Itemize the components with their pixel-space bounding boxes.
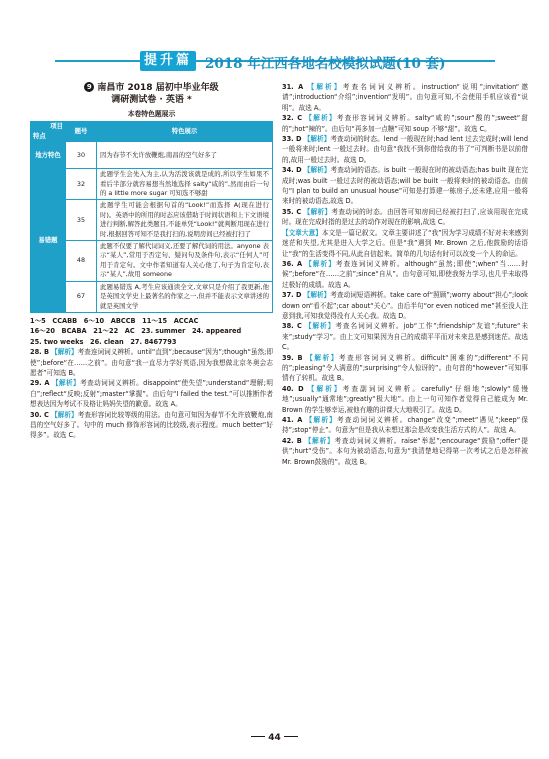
item-num: 39. B xyxy=(282,353,303,362)
explanation-item xyxy=(282,165,528,207)
analysis-tag: 【解析】 xyxy=(303,291,331,300)
explanation-item xyxy=(282,134,528,165)
item-num: 42. B xyxy=(282,436,302,445)
item-text: 考查动词词义辨析。disappoint“使失望”;understand“理解;明白”;reflect“反映;反射”;master“掌握”。由后句“I failed the test.”可以推断作者想表达因为考试不及格让妈妈失望的歉意。故选 A。 xyxy=(30,379,273,409)
item-num: 28. B xyxy=(30,348,50,357)
row-text: 此题易错选 A,考生应该通读全文,文章只是介绍了我更新,他是英国文学史上最著名的作家之一,但并不能表示文章讲述的就是英国文学 xyxy=(97,281,273,312)
item-num: 31. A xyxy=(282,83,304,91)
summary-text: 本文是一篇记叙文。文章主要讲述了“我”因为学习成绩不好对未来感到迷茫和失望,尤其是进入大学之后。但是“我”遇到 Mr. Brown 之后,他鼓励的话语让“我”的生活变得不同,从此自信起来。简单的几句话有时可以改变一个人的命运。 xyxy=(282,228,528,258)
group-label-local: 地方特色 xyxy=(31,142,66,169)
feature-table xyxy=(30,121,273,313)
item-num: 35. C xyxy=(282,207,302,216)
item-text: 考查名词词义辨析。instruction“说明”;invitation“邀请”;introduction“介绍”;invention“发明”。由句意可知,不会使用手机应该看“说明”。故选 A。 xyxy=(282,83,528,112)
table-row xyxy=(31,281,273,312)
table-row xyxy=(31,169,273,200)
feature-section-title: 本卷特色题展示 xyxy=(127,110,176,118)
item-text: 考查动词词义辨析。change“改变”;meet“遇见”;keep“保持”;stop“停止”。句意为“但是我从未想过那会是改变我生活方式的人”。故选 A。 xyxy=(282,416,528,435)
left-column xyxy=(30,82,273,441)
item-text: 考查动词的时态。由回答可知房间已经被打扫了,应该用现在完成时。现在完成时指的是过去的动作对现在的影响,故选 C。 xyxy=(282,207,528,227)
item-text: 考查连词词义辨析。until“直到”;because“因为”;though“虽然;即使”;before“在……之前”。由句意“我一直尽力学好英语,因为我想做北京冬奥会志愿者”可知选 B。 xyxy=(30,348,273,377)
item-text: 考查形容词词义辨析。salty“咸的”;sour“酸的”;sweet“甜的”;hot“辣的”。由后句“再多加一点糖”可知 soup 不够“甜”。故选 C。 xyxy=(282,114,528,133)
analysis-tag: 【解析】 xyxy=(303,207,332,216)
analysis-tag: 【解析】 xyxy=(51,410,78,419)
table-row xyxy=(31,241,273,282)
page-number-text: 44 xyxy=(268,733,281,743)
passage-summary xyxy=(282,228,528,259)
item-num: 30. C xyxy=(30,410,49,419)
explanation-item xyxy=(282,436,528,467)
answer-line: 16～20 BCABA 21～22 AC 23. summer 24. appeared xyxy=(30,327,242,336)
item-num: 32. C xyxy=(282,114,303,123)
table-row xyxy=(31,200,273,241)
right-column xyxy=(282,82,528,467)
exam-title xyxy=(30,82,273,94)
explanation-item xyxy=(282,384,528,415)
section-title: 2018 年江西各地名校模拟试题(10 套) xyxy=(205,56,446,72)
col-header-feature: 特色展示 xyxy=(97,122,273,142)
exam-title-line1: 南昌市 2018 届初中毕业年级 xyxy=(97,83,219,93)
corner-top-label: 项目 xyxy=(50,122,63,131)
item-text: 考查形容词词义辨析。difficult“困难的”;different“不同的”;pleasing“令人满意的”;surprising“令人惊讶的”。由句首的“however”可知事情有了转机。故选 B。 xyxy=(282,353,528,383)
item-text: 考查动词的语态。is built 一般现在时的被动语态;has built 现在完成时;was built 一般过去时的被动语态;will be built 一般将来时的被动语态。由前句“I plan to build an unusual house”可知是打算建一栋房子,还未建,应用一般将来时的被动语态,故选 D。 xyxy=(282,166,529,206)
explanation-item xyxy=(30,378,273,409)
explanation-item xyxy=(282,321,528,352)
corner-bottom-label: 特点 xyxy=(33,131,46,140)
item-num: 40. D xyxy=(282,384,304,393)
answer-key xyxy=(30,316,273,347)
exam-title-line2: 调研测试卷 · 英语 * xyxy=(111,95,192,105)
item-num: 36. A xyxy=(282,259,303,268)
exam-number-badge: 9 xyxy=(84,82,94,92)
page-header xyxy=(0,0,549,92)
analysis-tag: 【解析】 xyxy=(307,384,343,393)
analysis-tag: 【解析】 xyxy=(305,114,337,123)
group-label-errorprone: 易错题 xyxy=(31,169,66,313)
analysis-tag: 【解析】 xyxy=(51,348,78,357)
analysis-tag: 【解析】 xyxy=(303,135,331,144)
summary-tag: 【文章大意】 xyxy=(282,228,322,237)
item-num: 33. D xyxy=(282,135,302,144)
answer-line: 1～5 CCABB 6～10 ABCCB 11～15 ACCAC xyxy=(30,316,199,325)
row-text: 此题不仅要了解代词词义,还要了解代词的用法。anyone 表示“某人”,常用于否定句、疑问句及条件句,表示“任何人”可用于肯定句。文中作者知道有人关心他了,句子为肯定句,表示“某人”,故用 someone xyxy=(97,241,273,282)
item-num: 38. C xyxy=(282,322,302,331)
item-num: 34. D xyxy=(282,166,302,175)
analysis-tag: 【解析】 xyxy=(304,436,335,445)
item-text: 考查动词短语辨析。take care of“照顾”;worry about“担心”;look down on“看不起”;car about“关心”。由后半句“or even noticed me”甚至没人注意到我,可知我觉得没有人关心我。故选 D。 xyxy=(282,291,528,320)
page-number-dash xyxy=(284,736,298,737)
explanation-item xyxy=(282,207,528,228)
page-number-dash xyxy=(251,736,265,737)
item-text: 考查动词词义辨析。raise“举起”;encourage“鼓励”;offer“提供”;hurt“受伤”。本句为被动语态,句意为“我清楚地记得第一次考试之后是怎样被 Mr. Brown鼓励的”。故选 B。 xyxy=(282,436,528,466)
section-tag: 提升篇 xyxy=(140,51,196,71)
explanation-item xyxy=(282,415,528,436)
explanation-item xyxy=(282,290,528,321)
row-num: 35 xyxy=(66,200,97,241)
table-corner xyxy=(31,122,66,142)
row-text: 因为春节不允许放鞭炮,南昌的空气好多了 xyxy=(97,142,273,169)
answer-line: 25. two weeks 26. clean 27. 8467793 xyxy=(30,337,177,346)
explanation-item xyxy=(30,410,273,441)
row-text: 此题学生会先入为主,认为活泼该就是成的,所以学生如果不看后半部分就容易想当然地选择 salty“咸的”,然而由后一句的 a little more sugar 可知选不够甜 xyxy=(97,169,273,200)
explanation-item xyxy=(282,353,528,384)
table-row xyxy=(31,142,273,169)
analysis-tag: 【解析】 xyxy=(304,322,336,331)
analysis-tag: 【解析】 xyxy=(305,416,338,424)
explanation-item xyxy=(282,82,528,113)
item-num: 29. A xyxy=(30,379,50,388)
explanation-item xyxy=(30,347,273,378)
explanation-item xyxy=(282,259,528,290)
item-text: 考查形容词比较等级的用法。由句意可知因为春节不允许放鞭炮,南昌的空气好多了。句中的 much 修饰形容词的比较级,表示程度。much better“好得多”。故选 C。 xyxy=(30,410,273,440)
col-header-num: 题号 xyxy=(66,122,97,142)
item-num: 41. A xyxy=(282,416,303,424)
page-number xyxy=(0,733,549,743)
analysis-tag: 【解析】 xyxy=(303,166,331,175)
row-num: 48 xyxy=(66,241,97,282)
row-num: 30 xyxy=(66,142,97,169)
item-text: 考查连词词义辨析。although“虽然;即使”;when“当……时候”;before“在……之前”;since“自从”。由句意可知,即使我努力学习,也几乎未取得过极好的成绩。故选 A。 xyxy=(282,259,528,289)
item-text: 考查副词词义辨析。carefully“仔细地”;slowly“缓慢地”;usually“通常地”;greatly“极大地”。由上一句可知作者觉得自己能成为 Mr. Brown 的学生够幸运,被他有趣的讲课大大地吸引了。故选 D。 xyxy=(282,384,528,414)
item-num: 37. D xyxy=(282,291,302,300)
item-text: 考查动词的时态。lend 一般现在时;had lent 过去完成时;will lend 一般将来时;lent 一般过去时。由句意“我找不到你借给我的书了”可判断书是以前借的,故用一般过去时。故选 D。 xyxy=(282,135,529,164)
analysis-tag: 【解析】 xyxy=(52,379,81,388)
item-text: 考查名词词义辨析。job“工作”;friendship“友谊”;future“未来”;study“学习”。由上文可知果因为自己的成绩平平而对未来总是感到迷茫。故选 C。 xyxy=(282,322,528,352)
row-text: 此题学生可能会根据句首的“Look!”而选择 A(现在进行时)。英语中的所用的时态应该借助于时间状语和上下文语境进行判断,解答此类题目,不能单凭“Look!”就判断用现在进行时,根据回答可知不是我打扫的,说明房间已经被打扫了 xyxy=(97,200,273,241)
explanation-item xyxy=(282,113,528,134)
analysis-tag: 【解析】 xyxy=(306,353,339,362)
row-num: 32 xyxy=(66,169,97,200)
analysis-tag: 【解析】 xyxy=(307,83,343,91)
row-num: 67 xyxy=(66,281,97,312)
analysis-tag: 【解析】 xyxy=(305,259,336,268)
